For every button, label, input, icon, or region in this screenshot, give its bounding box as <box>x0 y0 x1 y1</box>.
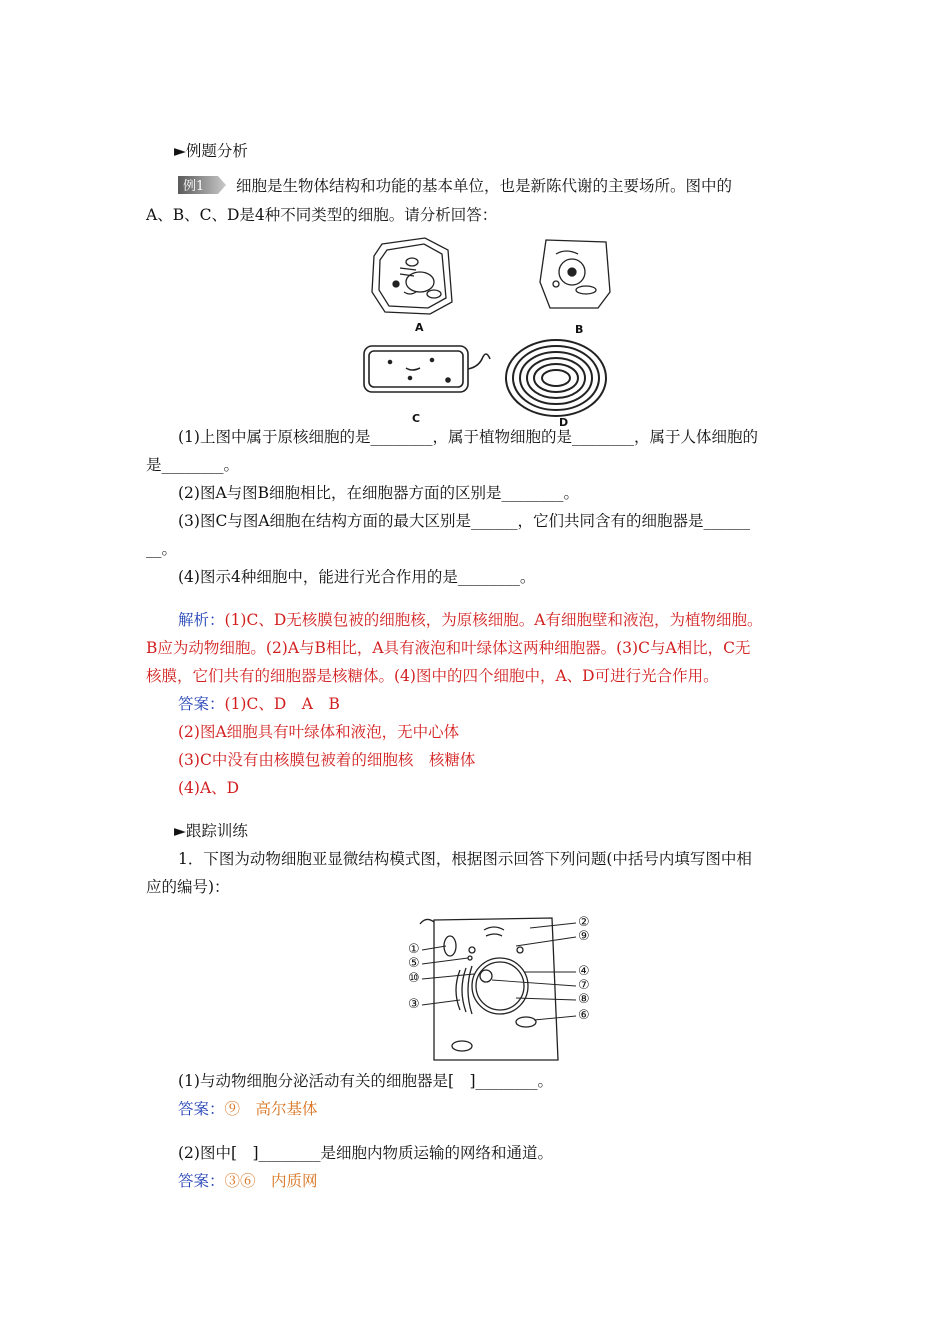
question-3-line2: __。 <box>146 540 178 558</box>
question-4: (4)图示4种细胞中，能进行光合作用的是________。 <box>178 568 536 586</box>
analysis-line2: B应为动物细胞。(2)A与B相比，A具有液泡和叶绿体这两种细胞器。(3)C与A相比，C无 <box>146 639 751 657</box>
section-title: 跟踪训练 <box>185 822 248 840</box>
answer-line3: (3)C中没有由核膜包被着的细胞核 核糖体 <box>178 751 476 769</box>
example-text: 细胞是生物体结构和功能的基本单位，也是新陈代谢的主要场所。图中的 <box>236 177 733 195</box>
example-intro-line2: A、B、C、D是4种不同类型的细胞。请分析回答： <box>146 206 498 224</box>
section-title: 例题分析 <box>185 142 248 160</box>
exercise-question-1: (1)与动物细胞分泌活动有关的细胞器是[ ]________。 <box>178 1072 554 1090</box>
label-6: ⑥ <box>578 1008 590 1023</box>
analysis-line3: 核膜，它们共有的细胞器是核糖体。(4)图中的四个细胞中，A、D可进行光合作用。 <box>146 667 719 685</box>
answer-text: ⑨ 高尔基体 <box>224 1100 318 1118</box>
exercise-answer-1 <box>178 1099 318 1119</box>
answer-label: 答案： <box>178 1172 225 1190</box>
exercise-answer-2 <box>178 1171 318 1191</box>
analysis-text: (1)C、D无核膜包被的细胞核，为原核细胞。A有细胞壁和液泡，为植物细胞。 <box>224 611 763 629</box>
label-10: ⑩ <box>408 971 420 986</box>
figure-label-a: A <box>415 321 424 334</box>
animal-cell-diagram <box>400 910 600 1070</box>
label-7: ⑦ <box>578 978 590 993</box>
exercise-line2: 应的编号)： <box>146 878 230 896</box>
cell-a-plant <box>372 238 452 314</box>
question-1-line1: (1)上图中属于原核细胞的是________，属于植物细胞的是________，属于人体细胞的 <box>178 428 758 446</box>
figure-label-d: D <box>559 416 569 429</box>
cell-d-cyanobacterium <box>506 340 606 416</box>
example-badge-icon <box>178 176 226 194</box>
answer-text: (1)C、D A B <box>224 695 340 713</box>
exercise-question-2: (2)图中[ ]________是细胞内物质运输的网络和通道。 <box>178 1144 554 1162</box>
section-header-example <box>174 141 248 161</box>
label-8: ⑧ <box>578 992 590 1007</box>
figure-label-c: C <box>412 412 421 425</box>
label-3: ③ <box>408 997 420 1012</box>
svg-text:例1: 例1 <box>183 179 205 194</box>
cell-b-animal <box>540 240 610 308</box>
label-4: ④ <box>578 964 590 979</box>
analysis-label: 解析： <box>178 611 225 629</box>
answer-text: ③⑥ 内质网 <box>224 1172 318 1190</box>
answer-line2: (2)图A细胞具有叶绿体和液泡，无中心体 <box>178 723 460 741</box>
label-5: ⑤ <box>408 956 420 971</box>
answer-label: 答案： <box>178 1100 225 1118</box>
question-3-line1: (3)图C与图A细胞在结构方面的最大区别是______，它们共同含有的细胞器是______ <box>178 512 751 530</box>
triangle-marker-icon: ► <box>174 142 186 160</box>
label-1: ① <box>408 942 420 957</box>
question-1-line2: 是________。 <box>146 456 240 474</box>
triangle-marker-icon: ► <box>174 822 186 840</box>
cell-c-bacterium <box>364 346 490 392</box>
figure-label-b: B <box>575 323 584 336</box>
answer-line4: (4)A、D <box>178 779 240 797</box>
exercise-line1: 1．下图为动物细胞亚显微结构模式图，根据图示回答下列问题(中括号内填写图中相 <box>178 850 752 868</box>
section-header-training <box>174 821 248 841</box>
answer-label: 答案： <box>178 695 225 713</box>
answer-line1 <box>178 694 340 714</box>
example-intro-line1 <box>178 176 732 196</box>
analysis-line1 <box>178 610 762 630</box>
label-9: ⑨ <box>578 929 590 944</box>
question-2: (2)图A与图B细胞相比，在细胞器方面的区别是________。 <box>178 484 580 502</box>
label-2: ② <box>578 915 590 930</box>
